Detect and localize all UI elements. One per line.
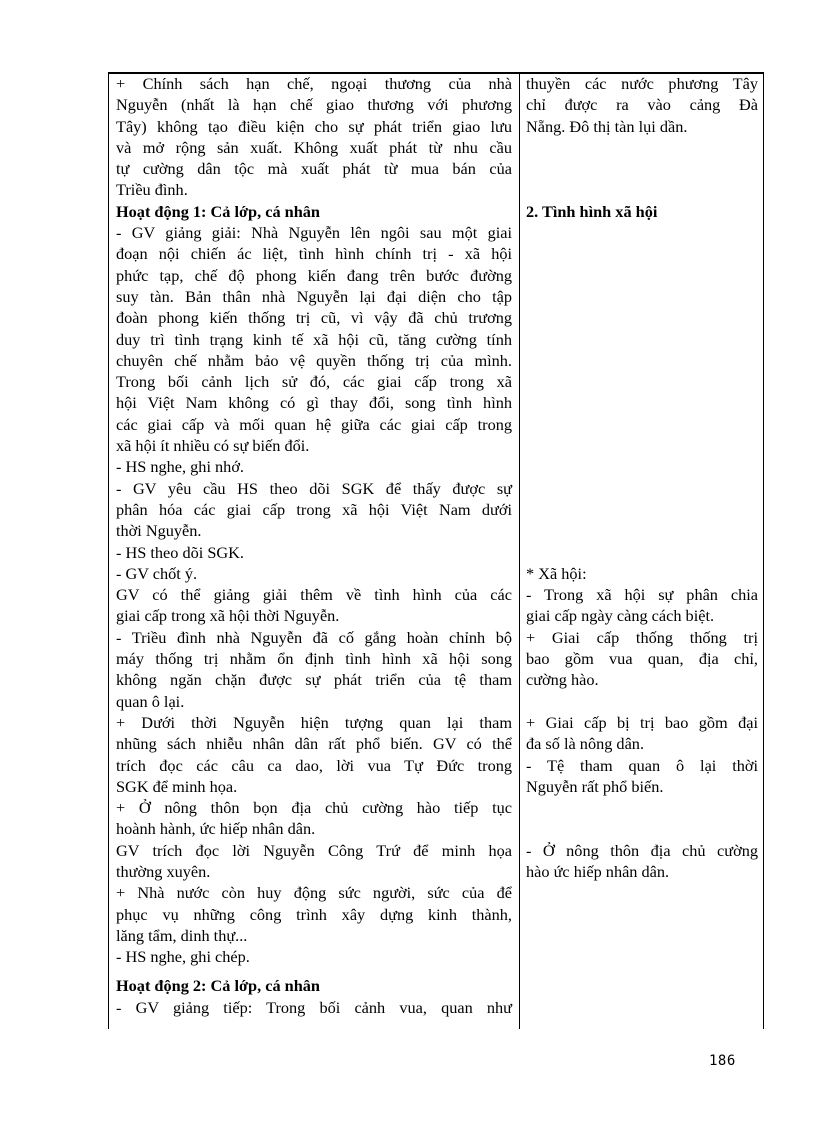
activity-line: phân hóa các giai cấp trong xã hội Việt Nam dưới xyxy=(116,499,512,519)
content-line-heading: 2. Tình hình xã hội xyxy=(526,201,658,221)
activity-line: xã hội ít nhiều có sự biến đổi. xyxy=(116,436,310,456)
activity-line: Tây) không tạo điều kiện cho sự phát triển giao lưu xyxy=(116,116,512,136)
teacher-student-activities-column xyxy=(116,73,512,1018)
blank-line xyxy=(526,818,758,839)
content-line: đa số là nông dân. xyxy=(526,734,645,754)
blank-line xyxy=(526,179,758,200)
activity-line: hoành hành, ức hiếp nhân dân. xyxy=(116,819,316,839)
blank-line xyxy=(526,265,758,286)
content-line: - Trong xã hội sự phân chia xyxy=(526,585,758,605)
activity-line-heading: Hoạt động 1: Cả lớp, cá nhân xyxy=(116,201,320,221)
activity-line: thường xuyên. xyxy=(116,861,211,881)
content-line: + Giai cấp thống thống trị xyxy=(526,627,758,647)
activity-line: nhũng sách nhiễu nhân dân rất phổ biến. GV có thể xyxy=(116,734,512,754)
content-line: bao gồm vua quan, địa chỉ, xyxy=(526,649,758,669)
column-divider xyxy=(519,73,520,1029)
blank-line xyxy=(526,691,758,712)
activity-line: máy thống trị nhằm ổn định tình hình xã hội song xyxy=(116,649,512,669)
activity-line: - GV chốt ý. xyxy=(116,563,198,583)
activity-line: và mở rộng sản xuất. Không xuất phát từ nhu cầu xyxy=(116,137,512,157)
blank-line xyxy=(526,499,758,520)
activity-line: - HS theo dõi SGK. xyxy=(116,542,244,562)
content-line: hào ức hiếp nhân dân. xyxy=(526,861,670,881)
activity-line: - HS nghe, ghi chép. xyxy=(116,947,250,967)
activity-line: - GV giảng tiếp: Trong bối cảnh vua, quan như xyxy=(116,997,512,1017)
knowledge-content-column xyxy=(526,73,758,882)
activity-line: - HS nghe, ghi nhớ. xyxy=(116,457,245,477)
activity-line: phục vụ những công trình xây dựng kinh thành, xyxy=(116,904,512,924)
blank-line xyxy=(526,350,758,371)
blank-line xyxy=(526,137,758,158)
content-line: thuyền các nước phương Tây xyxy=(526,74,758,93)
blank-line xyxy=(526,243,758,264)
activity-line: SGK để minh họa. xyxy=(116,776,238,796)
blank-line xyxy=(526,222,758,243)
activity-line: phức tạp, chế độ phong kiến đang trên bước đường xyxy=(116,265,512,285)
content-line: cường hào. xyxy=(526,670,599,690)
activity-line: lăng tẩm, dinh thự... xyxy=(116,925,248,945)
activity-line: + Dưới thời Nguyễn hiện tượng quan lại tham xyxy=(116,712,512,732)
blank-line xyxy=(526,797,758,818)
spacer xyxy=(116,967,512,975)
activity-line: GV trích đọc lời Nguyễn Công Trứ để minh họa xyxy=(116,840,512,860)
content-line: Nẵng. Đô thị tàn lụi dần. xyxy=(526,116,688,136)
activity-line: thời Nguyễn. xyxy=(116,521,202,541)
activity-line: Trong bối cảnh lịch sử đó, các giai cấp trong xã xyxy=(116,372,512,392)
blank-line xyxy=(526,158,758,179)
activity-line: duy trì tình trạng kinh tế xã hội cũ, tăng cường tính xyxy=(116,329,512,349)
activity-line: Nguyễn (nhất là hạn chế giao thương với phương xyxy=(116,95,512,115)
blank-line xyxy=(526,542,758,563)
activity-line: + Chính sách hạn chế, ngoại thương của nhà xyxy=(116,74,512,93)
activity-line: đoàn phong kiến thống trị cũ, vì vậy đã chủ trương xyxy=(116,308,512,328)
activity-line: - GV yêu cầu HS theo dõi SGK để thấy được sự xyxy=(116,478,512,498)
activity-line: + Nhà nước còn huy động sức người, sức của để xyxy=(116,883,512,903)
blank-line xyxy=(526,286,758,307)
activity-line: tự cường dân tộc mà xuất phát từ mua bán của xyxy=(116,159,512,179)
blank-line xyxy=(526,414,758,435)
lesson-table xyxy=(108,72,764,1029)
activity-line: đoạn nội chiến ác liệt, tình hình chính trị - xã hội xyxy=(116,244,512,264)
activity-line: hội Việt Nam không có gì thay đổi, song tình hình xyxy=(116,393,512,413)
blank-line xyxy=(526,435,758,456)
content-line: giai cấp ngày càng cách biệt. xyxy=(526,606,715,626)
blank-line xyxy=(526,456,758,477)
blank-line xyxy=(526,478,758,499)
activity-line-heading: Hoạt động 2: Cả lớp, cá nhân xyxy=(116,976,320,996)
content-line: chỉ được ra vào cảng Đà xyxy=(526,95,758,115)
activity-line: các giai cấp và mối quan hệ giữa các giai cấp trong xyxy=(116,414,512,434)
activity-line: GV có thể giảng giải thêm về tình hình của các xyxy=(116,585,512,605)
activity-line: Triều đình. xyxy=(116,180,188,200)
blank-line xyxy=(526,392,758,413)
activity-line: không ngăn chặn được sự phát triển của tệ tham xyxy=(116,670,512,690)
content-line: Nguyễn rất phổ biến. xyxy=(526,776,664,796)
activity-line: chuyên chế nhằm bảo vệ quyền thống trị của mình. xyxy=(116,350,512,370)
activity-line: trích đọc các câu ca dao, lời vua Tự Đức trong xyxy=(116,755,512,775)
activity-line: quan ô lại. xyxy=(116,691,185,711)
content-line: - Ở nông thôn địa chủ cường xyxy=(526,840,758,860)
blank-line xyxy=(526,371,758,392)
activity-line: giai cấp trong xã hội thời Nguyễn. xyxy=(116,606,340,626)
blank-line xyxy=(526,329,758,350)
blank-line xyxy=(526,520,758,541)
activity-line: + Ở nông thôn bọn địa chủ cường hào tiếp tục xyxy=(116,798,512,818)
activity-line: - GV giảng giải: Nhà Nguyễn lên ngôi sau một giai xyxy=(116,223,512,243)
content-line: + Giai cấp bị trị bao gồm đại xyxy=(526,712,758,732)
page-number: 186 xyxy=(709,1053,736,1069)
content-line: * Xã hội: xyxy=(526,563,587,583)
blank-line xyxy=(526,307,758,328)
content-line: - Tệ tham quan ô lại thời xyxy=(526,755,758,775)
activity-line: suy tàn. Bản thân nhà Nguyễn lại đại diện cho tập xyxy=(116,286,512,306)
activity-line: - Triều đình nhà Nguyễn đã cố gắng hoàn chỉnh bộ xyxy=(116,627,512,647)
